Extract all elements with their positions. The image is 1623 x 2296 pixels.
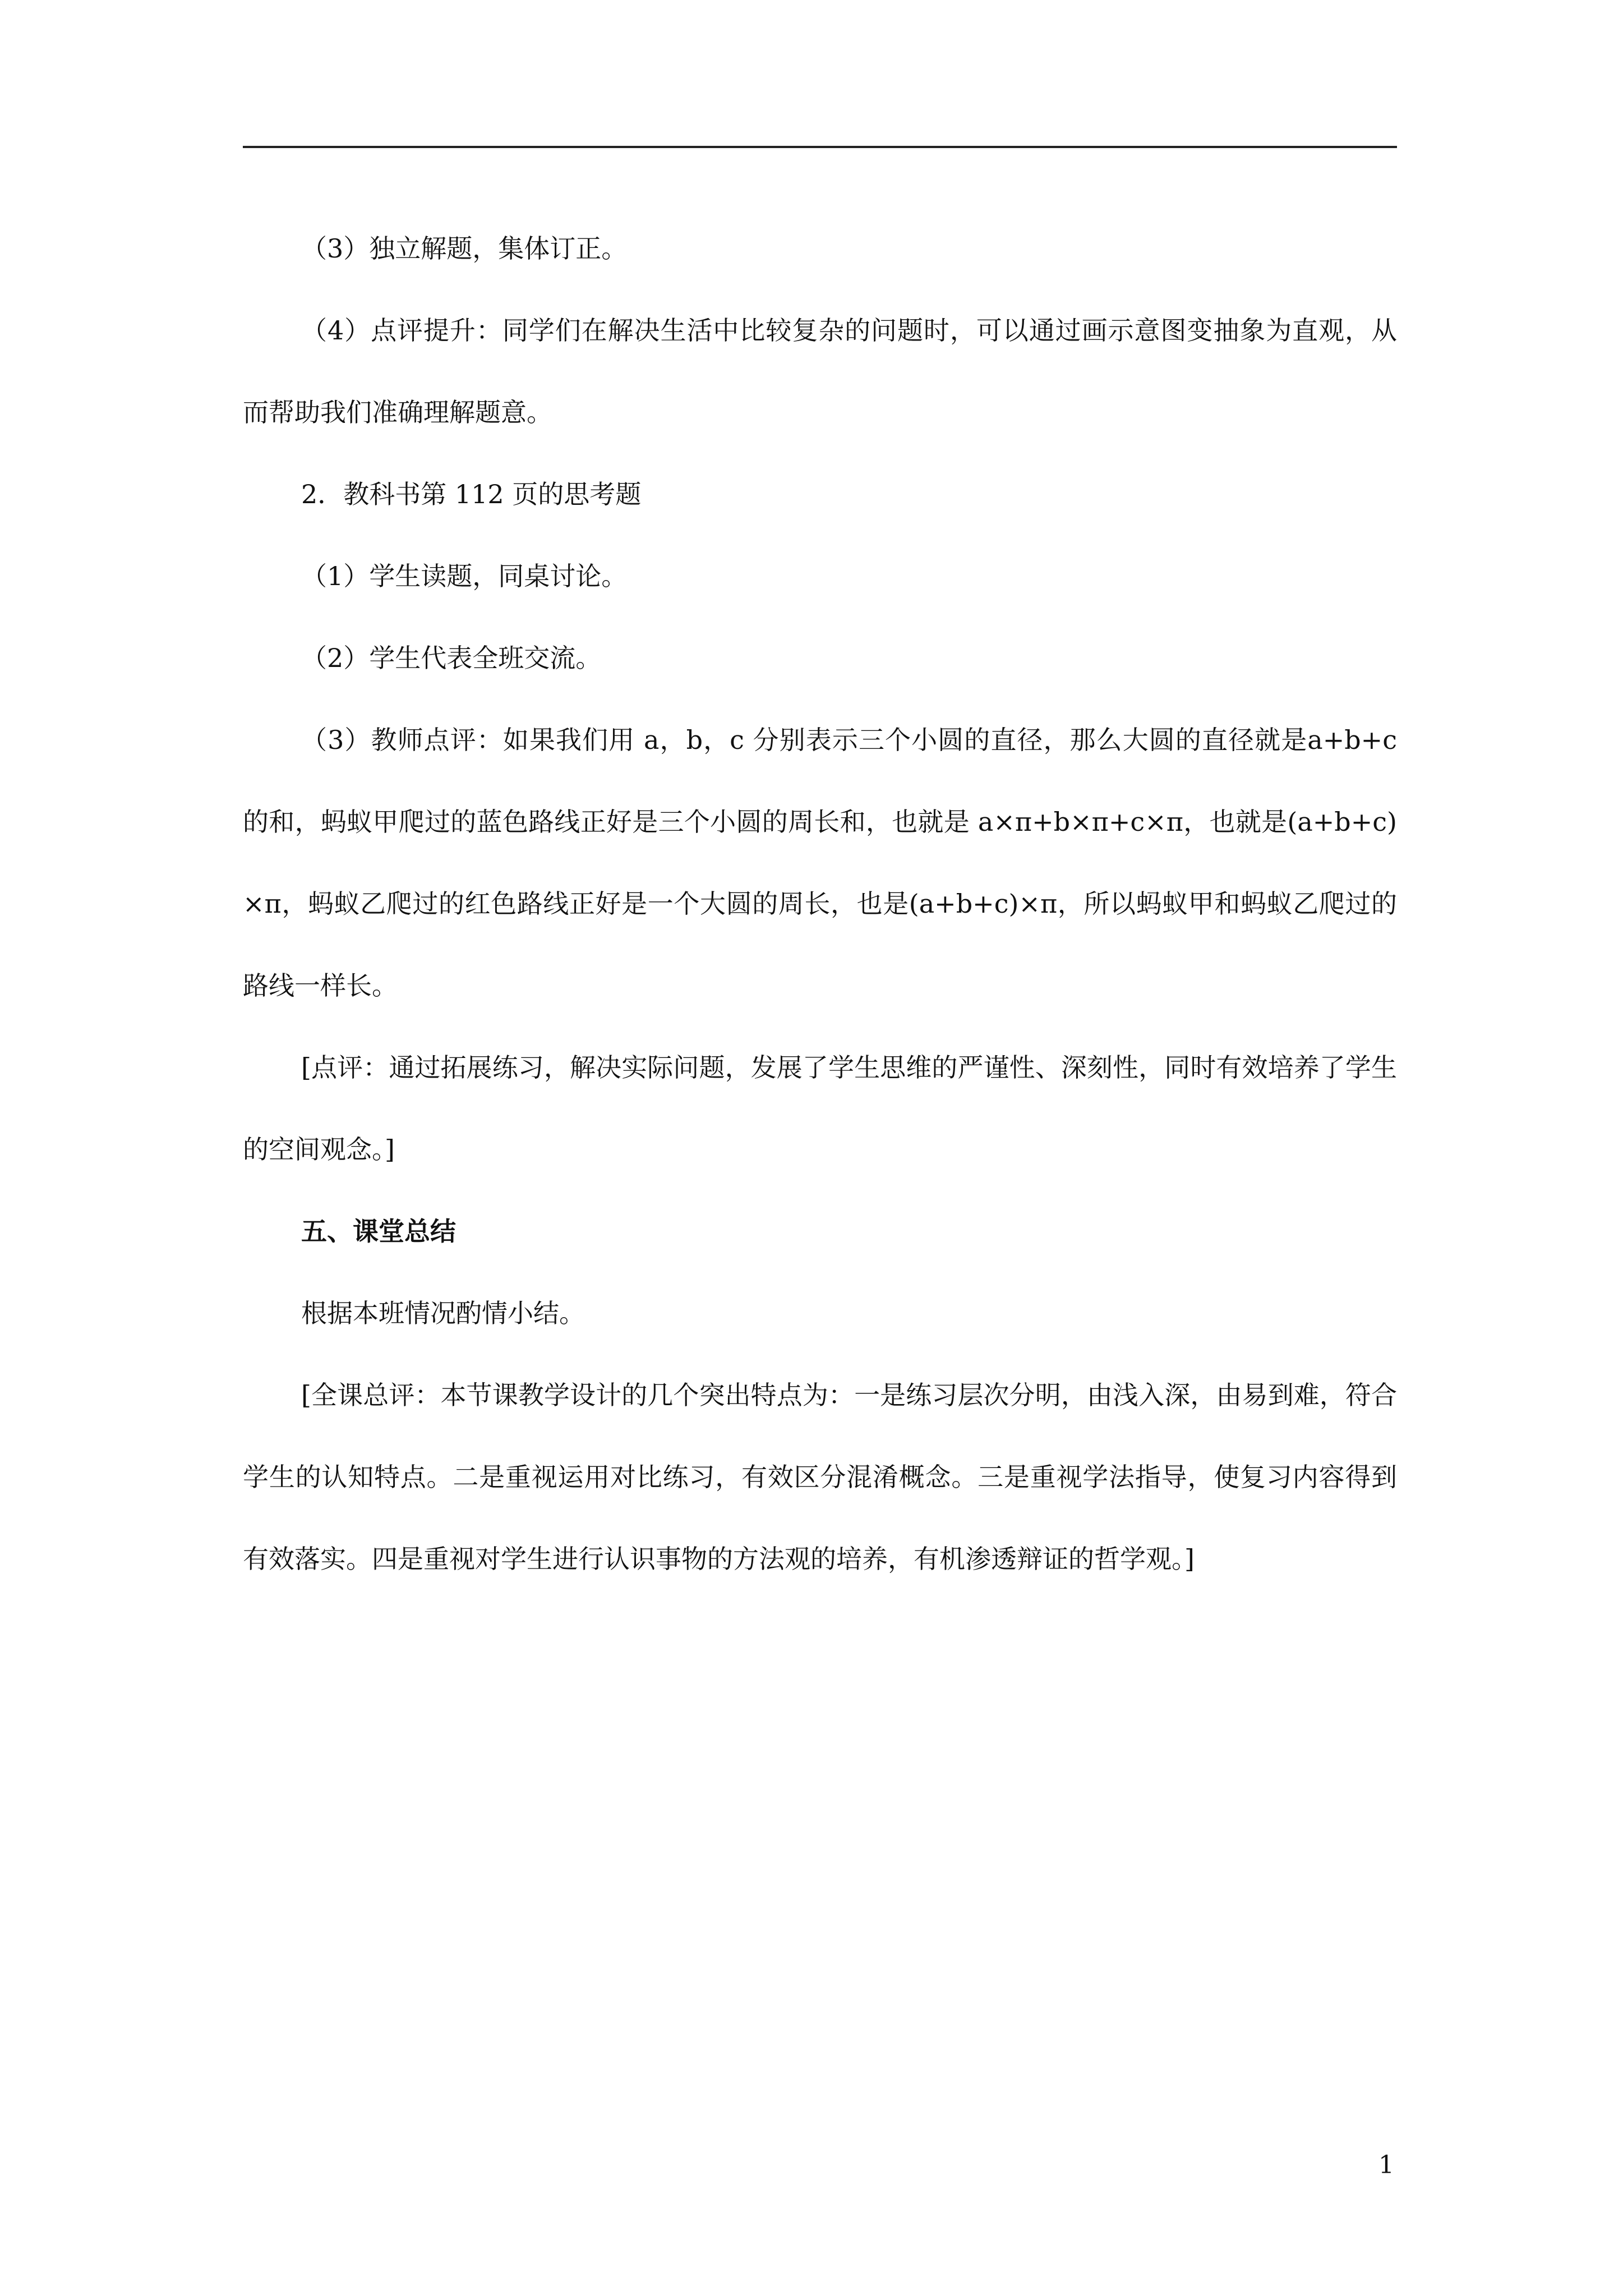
paragraph-read-discuss: （1）学生读题，同桌讨论。 xyxy=(301,561,628,591)
header-rule xyxy=(243,146,1397,148)
paragraph-teacher-comment: （3）教师点评：如果我们用 a，b，c 分别表示三个小圆的直径，那么大圆的直径就是a+b+c 的和，蚂蚁甲爬过的蓝色路线正好是三个小圆的周长和，也就是 a×π+b×π+c×π，也就是(a+b+c)×π，蚂蚁乙爬过的红色路线正好是一个大圆的周长，也是(a+b+c)×π，所以蚂蚁甲和蚂蚁乙爬过的路线一样长。 xyxy=(243,725,1397,1001)
section-title-summary: 五、课堂总结 xyxy=(301,1216,456,1246)
page-number: 1 xyxy=(1378,2151,1394,2179)
paragraph-comment-note: [点评：通过拓展练习，解决实际问题，发展了学生思维的严谨性、深刻性，同时有效培养了学生的空间观念。] xyxy=(243,1052,1397,1165)
paragraph-class-exchange: （2）学生代表全班交流。 xyxy=(301,643,602,673)
paragraph-step-4-review: （4）点评提升：同学们在解决生活中比较复杂的问题时，可以通过画示意图变抽象为直观，从而帮助我们准确理解题意。 xyxy=(243,315,1397,427)
document-body xyxy=(243,208,1397,1600)
paragraph-summary: 根据本班情况酌情小结。 xyxy=(301,1298,585,1328)
paragraph-step-3-solve: （3）独立解题，集体订正。 xyxy=(301,233,628,264)
paragraph-textbook-question: 2．教科书第 112 页的思考题 xyxy=(301,479,642,509)
paragraph-overall-review: [全课总评：本节课教学设计的几个突出特点为：一是练习层次分明，由浅入深，由易到难，符合学生的认知特点。二是重视运用对比练习，有效区分混淆概念。三是重视学法指导，使复习内容得到有效落实。四是重视对学生进行认识事物的方法观的培养，有机渗透辩证的哲学观。] xyxy=(243,1380,1397,1574)
